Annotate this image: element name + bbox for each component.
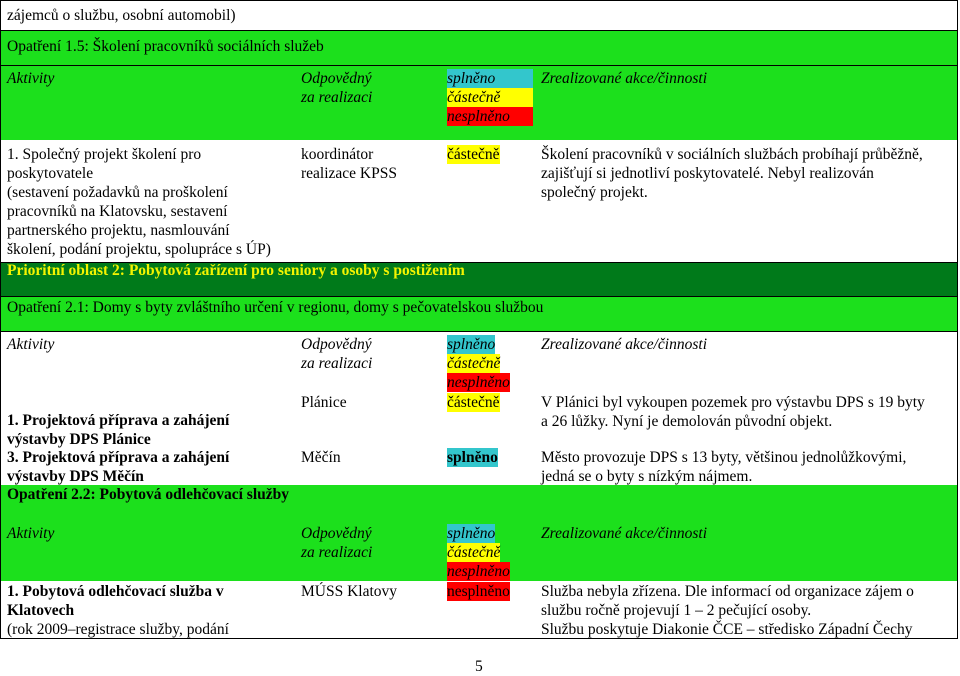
activity-1-desc-2: pracovníků na Klatovsku, sestavení [7, 203, 228, 220]
activity-1-result-2: zajišťují si jednotliví poskytovatelé. Nebyl realizován [541, 165, 874, 182]
header-results: Zrealizované akce/činnosti [541, 525, 708, 542]
activity-b1-result-1: V Plánici byl vykoupen pozemek pro výstavbu DPS s 19 byty [541, 394, 925, 411]
activity-c1-result-1: Služba nebyla zřízena. Dle informací od organizace zájem o [541, 583, 914, 600]
activity-c1-desc: (rok 2009–registrace služby, podání [7, 621, 229, 638]
activity-1-desc-1: (sestavení požadavků na proškolení [7, 184, 228, 201]
activity-b1-result-2: a 26 lůžky. Nyní je demolován původní objekt. [541, 413, 833, 430]
header-partial: částečně [447, 544, 501, 561]
table-header-1 [0, 66, 958, 140]
header-responsible: Odpovědný [301, 525, 372, 542]
header-partial: částečně [447, 355, 501, 372]
measure-2-2-band [0, 485, 958, 521]
measure-1-5-band [0, 31, 958, 66]
top-fragment-row [0, 0, 958, 31]
measure-2-2-title: Opatření 2.2: Pobytová odlehčovací služby [7, 486, 290, 503]
header-results: Zrealizované akce/činnosti [541, 70, 708, 87]
top-fragment-text: zájemců o službu, osobní automobil) [7, 7, 236, 24]
header-done: splněno [447, 69, 533, 88]
header-partial: částečně [447, 88, 533, 107]
activity-c1-row [0, 581, 958, 639]
activity-1-desc-3: partnerského projektu, nasmlouvání [7, 222, 230, 239]
activity-1-desc-4: školení, podání projektu, spolupráce s ÚP) [7, 241, 271, 258]
activity-c1-resp: MÚSS Klatovy [301, 583, 398, 600]
page-number: 5 [475, 658, 483, 675]
activity-1-resp-2: realizace KPSS [301, 165, 397, 182]
activity-b3-row [0, 447, 958, 485]
header-responsible-2: za realizaci [301, 89, 373, 106]
measure-2-1-title: Opatření 2.1: Domy s byty zvláštního určení v regionu, domy s pečovatelskou službou [7, 299, 544, 316]
header-not-done: nesplněno [447, 107, 533, 126]
measure-2-1-band [0, 296, 958, 332]
activity-1-resp-1: koordinátor [301, 146, 374, 163]
activity-c1-title-1: 1. Pobytová odlehčovací služba v [7, 583, 224, 600]
header-activities: Aktivity [7, 336, 55, 353]
activity-1-row [0, 140, 958, 262]
priority-2-title: Prioritní oblast 2: Pobytová zařízení pro seniory a osoby s postižením [7, 262, 465, 279]
activity-b3-resp: Měčín [301, 449, 341, 466]
activity-b3-title-1: 3. Projektová příprava a zahájení [7, 449, 230, 466]
measure-1-5-title: Opatření 1.5: Školení pracovníků sociálních služeb [7, 38, 324, 55]
header-responsible: Odpovědný [301, 70, 372, 87]
activity-1-title: 1. Společný projekt školení pro [7, 146, 202, 163]
priority-2-band [0, 262, 958, 296]
header-not-done: nesplněno [447, 374, 510, 391]
header-done: splněno [447, 336, 496, 353]
activity-b1-row [0, 392, 958, 447]
activity-b3-title-2: výstavby DPS Měčín [7, 468, 144, 485]
header-responsible-2: za realizaci [301, 355, 373, 372]
activity-b3-result-1: Město provozuje DPS s 13 byty, většinou jednolůžkovými, [541, 449, 907, 466]
header-done: splněno [447, 525, 496, 542]
activity-b3-result-2: jedná se o byty s nízkým nájmem. [541, 468, 753, 485]
activity-c1-status: nesplněno [447, 583, 510, 600]
activity-c1-result-2: službu ročně projevují 1 – 2 pečující osoby. [541, 602, 812, 619]
activity-1-status: částečně [447, 146, 500, 163]
activity-c1-result-3: Službu poskytuje Diakonie ČCE – středisko Západní Čechy [541, 621, 913, 638]
header-not-done: nesplněno [447, 563, 510, 580]
activity-1-result-1: Školení pracovníků v sociálních službách probíhají průběžně, [541, 146, 923, 163]
activity-1-title-2: poskytovatele [7, 165, 94, 182]
header-responsible: Odpovědný [301, 336, 372, 353]
activity-1-result-3: společný projekt. [541, 184, 648, 201]
header-responsible-2: za realizaci [301, 544, 373, 561]
activity-b3-status: splněno [447, 449, 498, 466]
header-activities: Aktivity [7, 525, 55, 542]
table-header-3 [0, 521, 958, 581]
table-header-2 [0, 332, 958, 392]
activity-c1-title-2: Klatovech [7, 602, 75, 619]
activity-b1-status: částečně [447, 394, 500, 411]
header-activities: Aktivity [7, 70, 55, 87]
activity-b1-resp: Plánice [301, 394, 347, 411]
activity-b1-title-2: výstavby DPS Plánice [7, 431, 151, 448]
header-results: Zrealizované akce/činnosti [541, 336, 708, 353]
activity-b1-title-1: 1. Projektová příprava a zahájení [7, 412, 230, 429]
